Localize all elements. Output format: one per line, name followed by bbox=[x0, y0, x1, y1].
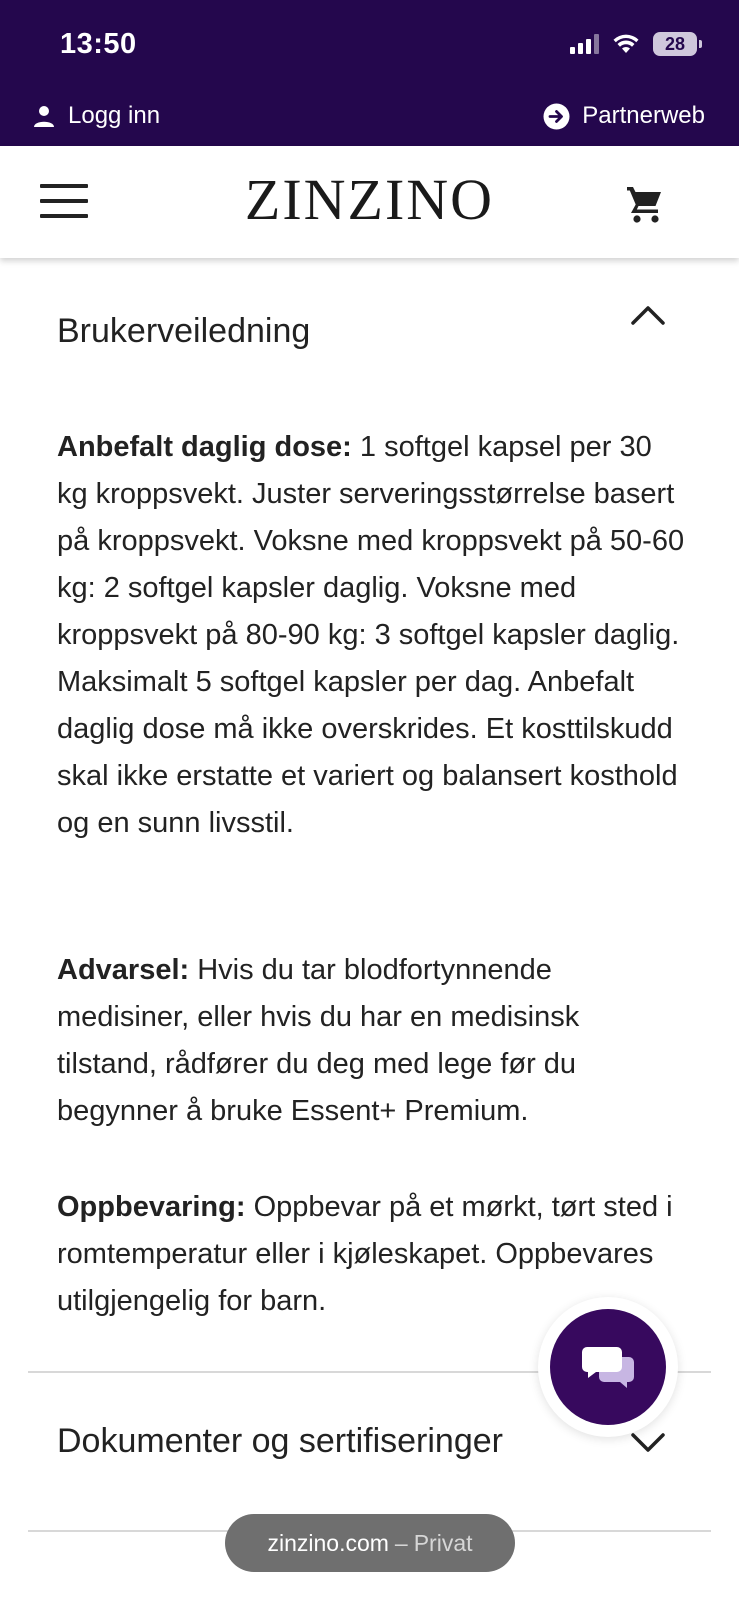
partnerweb-label: Partnerweb bbox=[582, 102, 705, 129]
documents-section-title[interactable]: Dokumenter og sertifiseringer bbox=[57, 1422, 503, 1460]
chevron-up-icon[interactable] bbox=[630, 304, 666, 326]
chat-button[interactable] bbox=[550, 1309, 666, 1425]
chat-button-wrap bbox=[538, 1297, 678, 1437]
status-time: 13:50 bbox=[60, 28, 137, 60]
wifi-icon bbox=[613, 34, 639, 54]
cart-icon[interactable] bbox=[626, 184, 664, 224]
usage-section-title[interactable]: Brukerveiledning bbox=[57, 312, 311, 350]
signal-icon bbox=[570, 34, 599, 54]
warning-text: Hvis du tar blodfortynnende medisiner, eller hvis du har en medisinsk tilstand, rådfører du deg med lege før du begynner å bruke Essent+ Premium. bbox=[57, 954, 580, 1127]
login-label: Logg inn bbox=[68, 102, 161, 129]
storage-text: Oppbevar på et mørkt, tørt sted i romtemperatur eller i kjøleskapet. Oppbevares utilgjengelig for barn. bbox=[57, 1191, 673, 1317]
dose-paragraph bbox=[57, 424, 687, 847]
storage-label: Oppbevaring: bbox=[57, 1191, 246, 1223]
url-domain: zinzino.com bbox=[267, 1529, 389, 1556]
browser-url-pill[interactable] bbox=[225, 1514, 515, 1572]
site-header bbox=[0, 146, 739, 258]
chevron-down-icon[interactable] bbox=[630, 1432, 666, 1454]
warning-paragraph bbox=[57, 947, 687, 1135]
status-icons bbox=[570, 32, 697, 56]
logo[interactable]: ZINZINO bbox=[244, 167, 495, 232]
dose-text: 1 softgel kapsel per 30 kg kroppsvekt. Juster serveringsstørrelse basert på kroppsvekt. Voksne med kroppsvekt på 50-60 kg: 2 softgel kapsler daglig. Voksne med kroppsvekt på 80-90 kg: 3 softgel kapsler daglig. Maksimalt 5 softgel kapsler per dag. Anbefalt daglig dose må ikke overskrides. Et kosttilskudd skal ikke erstatte et variert og balansert kosthold og en sunn livsstil. bbox=[57, 431, 685, 839]
person-icon bbox=[32, 104, 56, 128]
dose-label: Anbefalt daglig dose: bbox=[57, 431, 352, 463]
partnerweb-link[interactable] bbox=[543, 102, 705, 130]
login-link[interactable] bbox=[32, 102, 160, 130]
url-separator: – bbox=[394, 1529, 408, 1556]
arrow-circle-icon bbox=[543, 103, 570, 130]
chat-icon bbox=[581, 1345, 635, 1389]
url-mode: Privat bbox=[413, 1529, 473, 1556]
warning-label: Advarsel: bbox=[57, 954, 190, 986]
top-bar bbox=[0, 0, 739, 146]
battery-icon: 28 bbox=[653, 32, 697, 56]
